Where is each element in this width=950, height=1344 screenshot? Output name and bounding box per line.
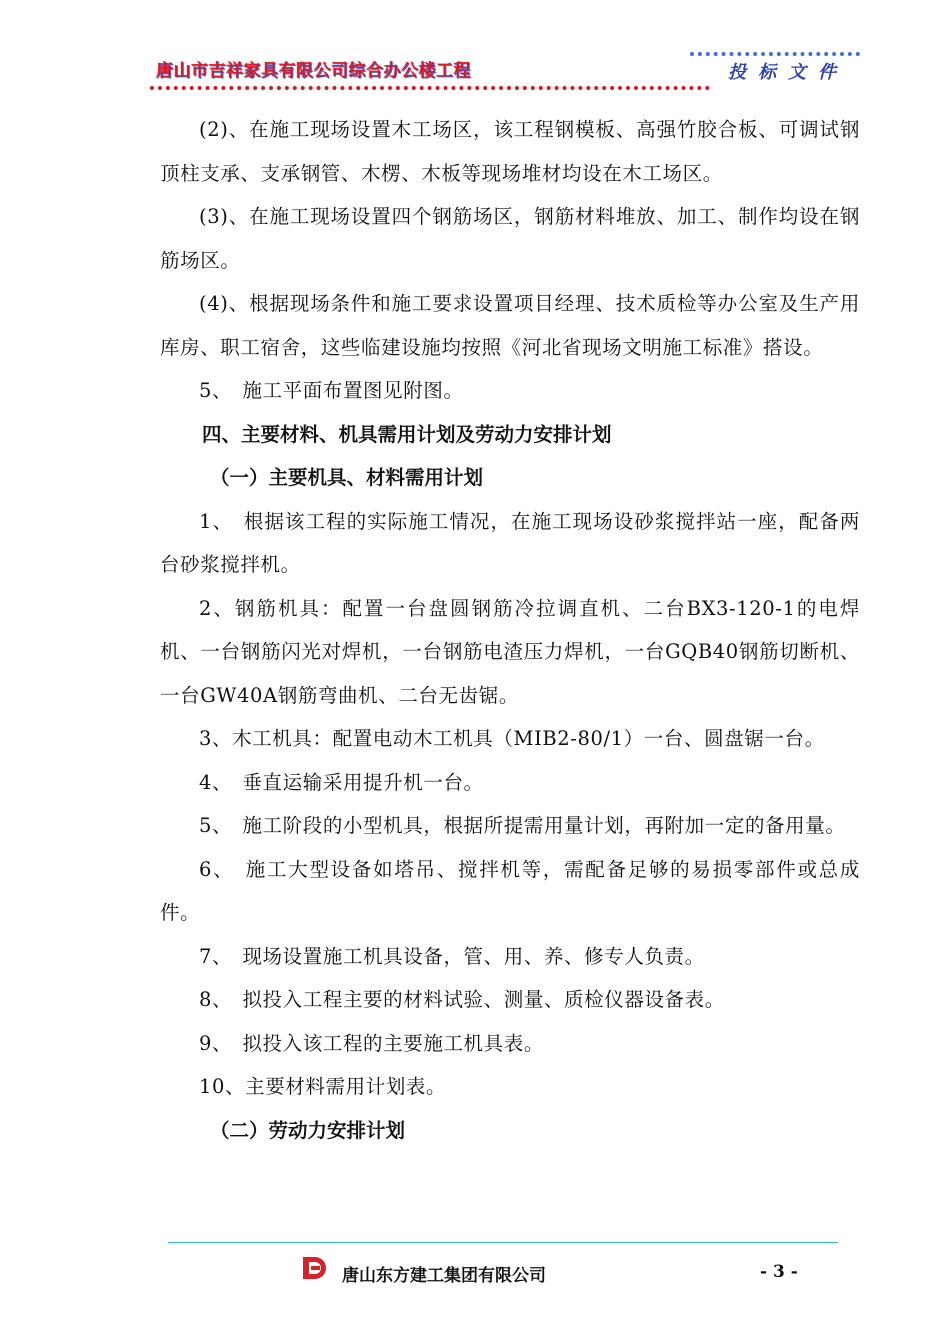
list-item-6: 6、 施工大型设备如塔吊、搅拌机等，需配备足够的易损零部件或总成件。	[160, 857, 860, 924]
list-item-4: 4、 垂直运输采用提升机一台。	[199, 770, 484, 794]
paragraph-site-plan: 5、 施工平面布置图见附图。	[199, 379, 464, 402]
document-body	[160, 108, 860, 1152]
list-item-10: 10、主要材料需用计划表。	[199, 1075, 447, 1098]
list-item-1: 1、 根据该工程的实际施工情况，在施工现场设砂浆搅拌站一座，配备两台砂浆搅拌机。	[160, 509, 860, 576]
document-type-label: 投标文件	[728, 62, 848, 83]
paragraph-offices: (4)、根据现场条件和施工要求设置项目经理、技术质检等办公室及生产用库房、职工宿舍，这些临建设施均按照《河北省现场文明施工标准》搭设。	[160, 292, 860, 359]
list-item-2: 2、钢筋机具：配置一台盘圆钢筋冷拉调直机、二台BX3-120-1的电焊机、一台钢筋闪光对焊机，一台钢筋电渣压力焊机，一台GQB40钢筋切断机、一台GW40A钢筋弯曲机、二台无齿锯。	[160, 596, 860, 707]
header-dotted-rule-red	[150, 86, 710, 90]
section-heading-4: 四、主要材料、机具需用计划及劳动力安排计划	[202, 422, 612, 446]
paragraph-rebar-area: (3)、在施工现场设置四个钢筋场区，钢筋材料堆放、加工、制作均设在钢筋场区。	[160, 205, 860, 272]
subsection-heading-2: （二）劳动力安排计划	[210, 1118, 406, 1142]
header-dotted-rule-blue	[690, 52, 860, 56]
footer-company-name: 唐山东方建工集团有限公司	[342, 1266, 546, 1286]
list-item-7: 7、 现场设置施工机具设备，管、用、养、修专人负责。	[199, 944, 705, 968]
company-logo-icon	[300, 1254, 328, 1282]
page-header	[0, 0, 950, 110]
project-title: 唐山市吉祥家具有限公司综合办公楼工程	[156, 61, 471, 81]
subsection-heading-1: （一）主要机具、材料需用计划	[210, 466, 484, 489]
list-item-5: 5、 施工阶段的小型机具，根据所提需用量计划，再附加一定的备用量。	[199, 814, 846, 837]
page-number: - 3 -	[760, 1262, 798, 1282]
list-item-9: 9、 拟投入该工程的主要施工机具表。	[199, 1031, 544, 1055]
list-item-3: 3、木工机具：配置电动木工机具（MIB2-80/1）一台、圆盘锯一台。	[199, 727, 825, 750]
list-item-8: 8、 拟投入工程主要的材料试验、测量、质检仪器设备表。	[199, 988, 725, 1011]
paragraph-wood-area: (2)、在施工现场设置木工场区，该工程钢模板、高强竹胶合板、可调试钢顶柱支承、支承钢管、木楞、木板等现场堆材均设在木工场区。	[160, 118, 860, 185]
footer-rule	[168, 1242, 838, 1243]
